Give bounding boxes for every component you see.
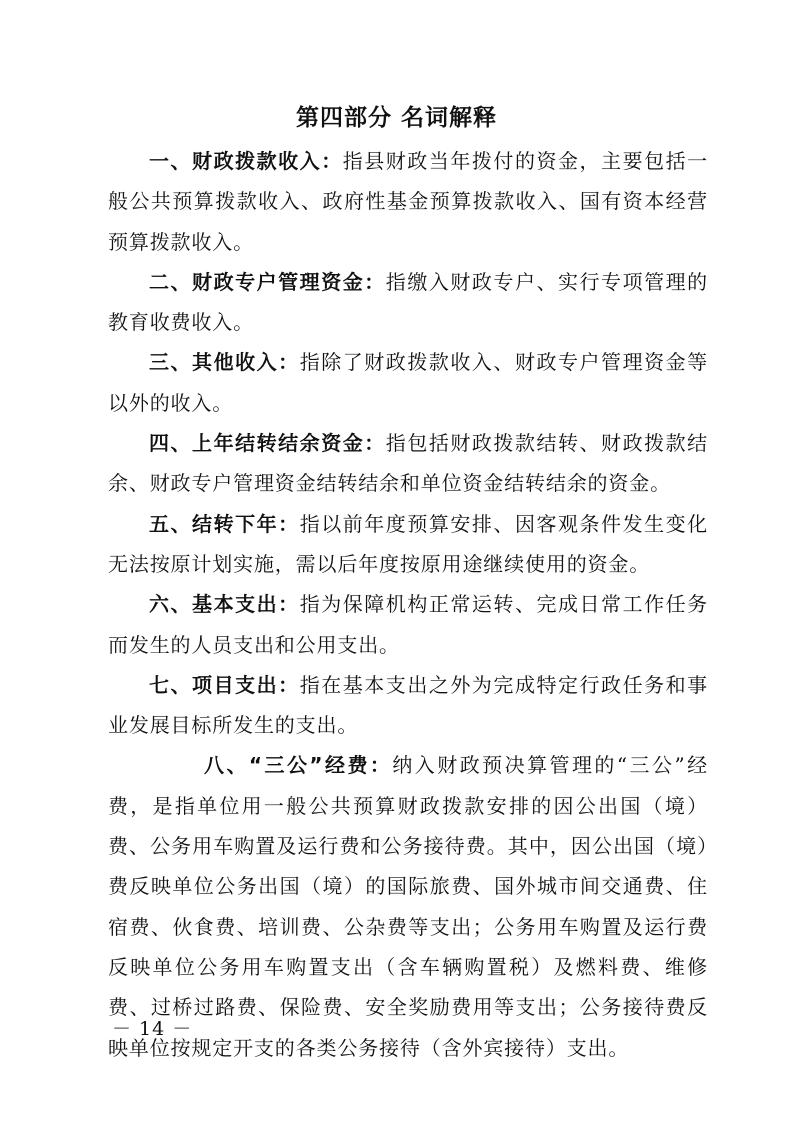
page-title: 第四部分 名词解释	[295, 105, 497, 131]
definition-item	[108, 665, 708, 746]
definition-text: 指包括财政拨款结转、财政拨款结余、财政专户管理资金结转结余和单位资金结转结余的资金。	[108, 431, 709, 496]
definition-text: 指为保障机构正常运转、完成日常工作任务而发生的人员支出和公用支出。	[108, 592, 708, 657]
definition-item	[108, 262, 708, 343]
definition-term: 一、财政拨款收入：	[149, 149, 343, 173]
definition-text: 指除了财政拨款收入、财政专户管理资金等以外的收入。	[108, 350, 708, 415]
definition-term: 二、财政专户管理资金：	[149, 269, 386, 294]
definition-item	[108, 745, 708, 1067]
definitions-list	[108, 141, 708, 1068]
definition-term: 五、结转下年：	[149, 511, 300, 536]
page-number: － 14 －	[112, 1018, 193, 1040]
definition-item	[108, 504, 708, 585]
definition-text: 指在基本支出之外为完成特定行政任务和事业发展目标所发生的支出。	[108, 672, 708, 738]
definition-term: 四、上年结转结余资金：	[149, 431, 386, 456]
definition-term: 八、“三公”经费：	[204, 753, 393, 778]
definition-item	[108, 423, 708, 504]
definition-text: 指以前年度预算安排、因客观条件发生变化无法按原计划实施，需以后年度按原用途继续使用的资金。	[108, 511, 708, 576]
definition-text: 指缴入财政专户、实行专项管理的教育收费收入。	[108, 269, 709, 335]
definition-term: 六、基本支出：	[149, 592, 300, 617]
definition-text: 指县财政当年拨付的资金，主要包括一般公共预算拨款收入、政府性基金预算拨款收入、国有资本经营预算拨款收入。	[108, 149, 708, 254]
definition-text: 纳入财政预决算管理的“三公”经费，是指单位用一般公共预算财政拨款安排的因公出国（境）费、公务用车购置及运行费和公务接待费。其中，因公出国（境）费反映单位公务出国（境）的国际旅费、国外城市间交通费、住宿费、伙食费、培训费、公杂费等支出；公务用车购置及运行费反映单位公务用车购置支出（含车辆购置税）及燃料费、维修费、过桥过路费、保险费、安全奖励费用等支出；公务接待费反映单位按规定开支的各类公务接待（含外宾接待）支出。	[108, 753, 708, 1060]
definition-item	[108, 342, 708, 423]
definition-item	[108, 584, 708, 665]
definition-term: 三、其他收入：	[149, 350, 300, 375]
definition-term: 七、项目支出：	[149, 672, 300, 697]
definition-item	[108, 141, 708, 262]
